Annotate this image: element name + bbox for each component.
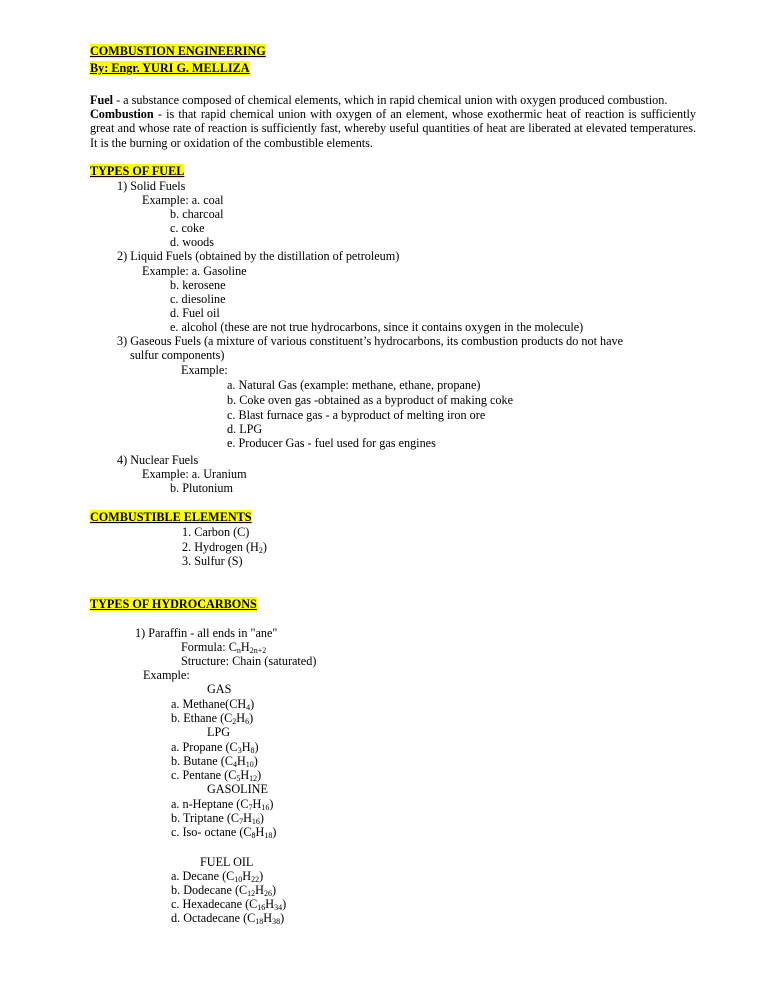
liquid-example: c. diesoline [170, 292, 226, 306]
compound-propane: a. Propane $(C_3H_8)$ [171, 740, 259, 755]
fuel-definition [90, 93, 696, 107]
group-fuel-oil: FUEL OIL [200, 855, 254, 869]
compound-octadecane: d. Octadecane $(C_{18}H_{38})$ [171, 911, 285, 926]
paraffin-structure: Structure: Chain (saturated) [181, 654, 317, 668]
compound-methane: a. $Methane(CH_4)$ [171, 697, 255, 712]
fuel-text: - a substance composed of chemical elements, which in rapid chemical union with oxygen produced combustion. [113, 93, 668, 107]
types-of-hydrocarbons-heading: TYPES OF HYDROCARBONS [90, 597, 257, 611]
liquid-example: e. alcohol (these are not true hydrocarbons, since it contains oxygen in the molecule) [170, 320, 584, 334]
compound-heptane: a. n-Heptane $(C_7H_{16})$ [171, 797, 274, 812]
compound-hexadecane: c. Hexadecane $(C_{16}H_{34})$ [171, 897, 287, 912]
group-gasoline: GASOLINE [207, 782, 268, 796]
compound-dodecane: b. Dodecane $(C_{12}H_{26})$ [171, 883, 277, 898]
types-of-fuel-heading: TYPES OF FUEL [90, 164, 185, 178]
liquid-example: b. kerosene [170, 278, 226, 292]
liquid-example: d. Fuel oil [170, 306, 220, 320]
nuclear-example: Example: a. Uranium [142, 467, 247, 481]
solid-example: d. woods [170, 235, 215, 249]
gaseous-example: d. LPG [227, 422, 263, 436]
compound-decane: a. Decane $(C_{10}H_{22})$ [171, 869, 264, 884]
gaseous-example: b. Coke oven gas -obtained as a byproduct of making coke [227, 393, 513, 407]
compound-ethane: b. Ethane $(C_2H_6)$ [171, 711, 254, 726]
nuclear-example: b. Plutonium [170, 481, 233, 495]
nuclear-fuels: 4) Nuclear Fuels [117, 453, 199, 467]
gaseous-fuels-cont: sulfur components) [130, 348, 225, 362]
element-carbon: 1. Carbon (C) [182, 525, 250, 539]
element-sulfur: 3. Sulfur (S) [182, 554, 243, 568]
compound-butane: b. Butane $(C_4H_{10})$ [171, 754, 258, 769]
gaseous-fuels: 3) Gaseous Fuels (a mixture of various constituent’s hydrocarbons, its combustion products do not have [117, 334, 624, 348]
gaseous-example: e. Producer Gas - fuel used for gas engines [227, 436, 436, 450]
compound-pentane: c. Pentane $(C_5H_{12})$ [171, 768, 262, 783]
gaseous-example-label: Example: [181, 363, 228, 377]
paraffin-formula: Formula: $C_nH_{2n+2}$ [181, 640, 267, 655]
gaseous-example: c. Blast furnace gas - a byproduct of melting iron ore [227, 408, 486, 422]
liquid-example: Example: a. Gasoline [142, 264, 247, 278]
document-title: COMBUSTION ENGINEERING [90, 44, 266, 58]
liquid-fuels: 2) Liquid Fuels (obtained by the distillation of petroleum) [117, 249, 400, 263]
solid-example: c. coke [170, 221, 205, 235]
document-author: By: Engr. YURI G. MELLIZA [90, 61, 250, 75]
fuel-term: Fuel [90, 93, 114, 107]
combustible-elements-heading: COMBUSTIBLE ELEMENTS [90, 510, 252, 524]
combustion-term: Combustion [90, 107, 154, 121]
combustion-definition [90, 107, 696, 150]
combustion-text: - is that rapid chemical union with oxygen of an element, whose exothermic heat of reaction is sufficiently great and whose rate of reaction is sufficiently fast, whereby useful quantities of heat are liberated at elevated temperatures. It is the burning or oxidation of the combustible elements. [90, 107, 696, 150]
solid-example: Example: a. coal [142, 193, 224, 207]
group-lpg: LPG [207, 725, 231, 739]
solid-example: b. charcoal [170, 207, 224, 221]
group-gas: GAS [207, 682, 232, 696]
element-hydrogen: 2. Hydrogen $(H_2)$ [182, 540, 267, 555]
compound-triptane: b. Triptane $(C_7H_{16})$ [171, 811, 264, 826]
solid-fuels: 1) Solid Fuels [117, 179, 186, 193]
paraffin-example-label: Example: [143, 668, 190, 682]
gaseous-example: a. Natural Gas (example: methane, ethane, propane) [227, 378, 481, 392]
compound-isooctane: c. Iso- octane $(C_8H_{18})$ [171, 825, 277, 840]
paraffin-label: 1) Paraffin - all ends in "ane" [135, 626, 278, 640]
